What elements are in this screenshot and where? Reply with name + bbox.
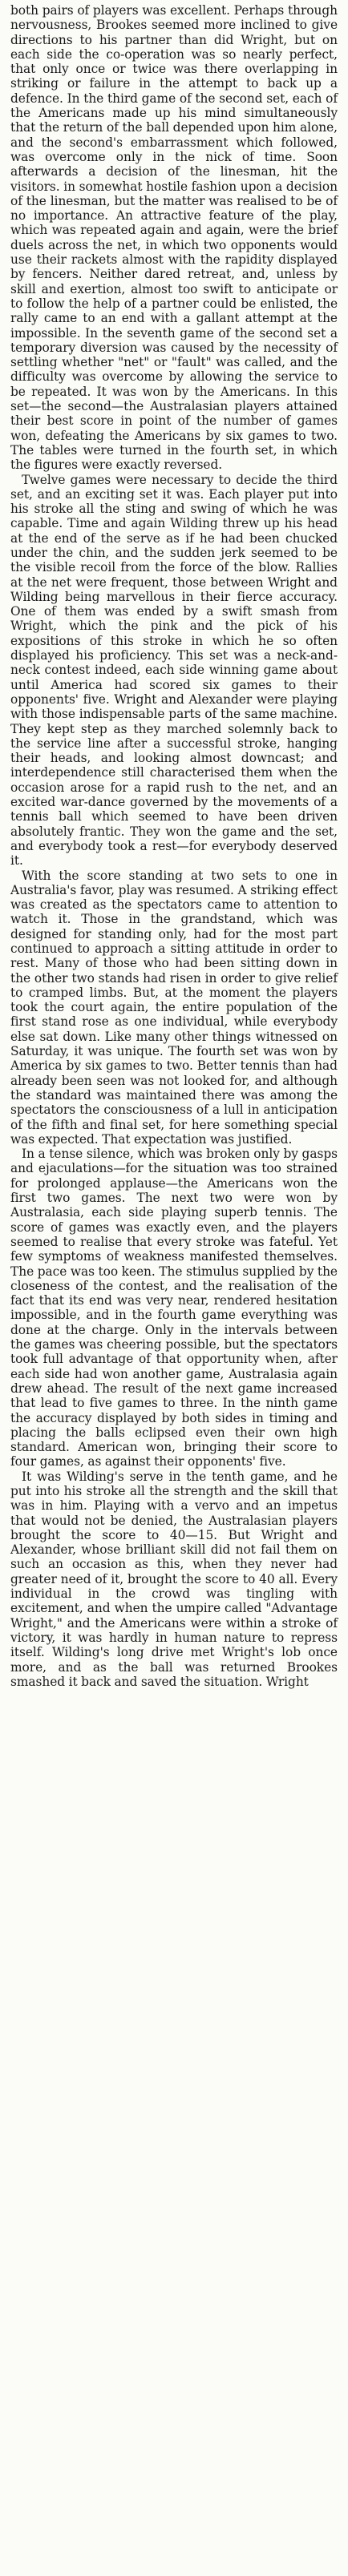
article-paragraph: In a tense silence, which was broken only by gasps and ejaculations—for the situation was too strained for prolonged applause—the Americans won the first two games. The next two were won by Australasia, each side playing superb tennis. The score of games was exactly even, and the players seemed to realise that every stroke was fateful. Yet few symptoms of weakness manifested themselves. The pace was too keen. The stimulus supplied by the closeness of the contest, and the realisation of the fact that its end was very near, rendered hesitation impossible, and in the fourth game everything was done at the charge. Only in the intervals between the games was cheering possible, but the spectators took full advantage of that opportunity when, after each side had won another game, Australasia again drew ahead. The result of the next game increased that lead to five games to three. In the ninth game the accuracy displayed by both sides in timing and placing the balls eclipsed even their own high standard. American won, bringing their score to four games, as against their opponents' five.	[10, 1147, 338, 1469]
article-column	[10, 3, 338, 1689]
article-paragraph: Twelve games were necessary to decide the third set, and an exciting set it was. Each player put into his stroke all the sting and swing of which he was capable. Time and again Wilding threw up his head at the end of the serve as if he had been chucked under the chin, and the sudden jerk seemed to be the visible recoil from the force of the blow. Rallies at the net were frequent, those between Wright and Wilding being marvellous in their fierce accuracy. One of them was ended by a swift smash from Wright, which the pink and the pick of his expositions of this stroke in which he so often displayed his proficiency. This set was a neck-and-neck contest indeed, each side winning game about until America had scored six games to their opponents' five. Wright and Alexander were playing with those indispensable parts of the same machine. They kept step as they marched solemnly back to the service line after a successful stroke, hanging their heads, and looking almost downcast; and interdependence still characterised them when the occasion arose for a rapid rush to the net, and an excited war-dance governed by the movements of a tennis ball which seemed to have been driven absolutely frantic. They won the game and the set, and everybody took a rest—for everybody deserved it.	[10, 472, 338, 869]
article-paragraph: both pairs of players was excellent. Perhaps through nervousness, Brookes seemed more inclined to give directions to his partner than did Wright, but on each side the co-operation was so nearly perfect, that only once or twice was there overlapping in striking or failure in the attempt to back up a defence. In the third game of the second set, each of the Americans made up his mind simultaneously that the return of the ball depended upon him alone, and the second's embarrassment which followed, was overcome only in the nick of time. Soon afterwards a decision of the linesman, hit the visitors. in somewhat hostile fashion upon a decision of the linesman, but the matter was realised to be of no importance. An attractive feature of the play, which was repeated again and again, were the brief duels across the net, in which two opponents would use their rackets almost with the rapidity displayed by fencers. Neither dared retreat, and, unless by skill and exertion, almost too swift to anticipate or to follow the help of a partner could be enlisted, the rally came to an end with a gallant attempt at the impossible. In the seventh game of the second set a temporary diversion was caused by the necessity of settling whether "net" or "fault" was called, and the difficulty was overcome by allowing the service to be repeated. It was won by the Americans. In this set—the second—the Australasian players attained their best score in point of the number of games won, defeating the Americans by six games to two. The tables were turned in the fourth set, in which the figures were exactly reversed.	[10, 3, 338, 473]
article-paragraph: It was Wilding's serve in the tenth game, and he put into his stroke all the strength and the skill that was in him. Playing with a vervo and an impetus that would not be denied, the Australasian players brought the score to 40—15. But Wright and Alexander, whose brilliant skill did not fail them on such an occasion as this, when they never had greater need of it, brought the score to 40 all. Every individual in the crowd was tingling with excitement, and when the umpire called "Advantage Wright," and the Americans were within a stroke of victory, it was hardly in human nature to repress itself. Wilding's long drive met Wright's lob once more, and as the ball was returned Brookes smashed it back and saved the situation. Wright	[10, 1469, 338, 1689]
article-paragraph: With the score standing at two sets to one in Australia's favor, play was resumed. A striking effect was created as the spectators came to attention to watch it. Those in the grandstand, which was designed for standing only, had for the most part continued to approach a sitting attitude in order to rest. Many of those who had been sitting down in the other two stands had risen in order to give relief to cramped limbs. But, at the moment the players took the court again, the entire population of the first stand rose as one individual, while everybody else sat down. Like many other things witnessed on Saturday, it was unique. The fourth set was won by America by six games to two. Better tennis than had already been seen was not looked for, and although the standard was maintained there was among the spectators the consciousness of a lull in anticipation of the fifth and final set, for here something special was expected. That expectation was justified.	[10, 868, 338, 1147]
